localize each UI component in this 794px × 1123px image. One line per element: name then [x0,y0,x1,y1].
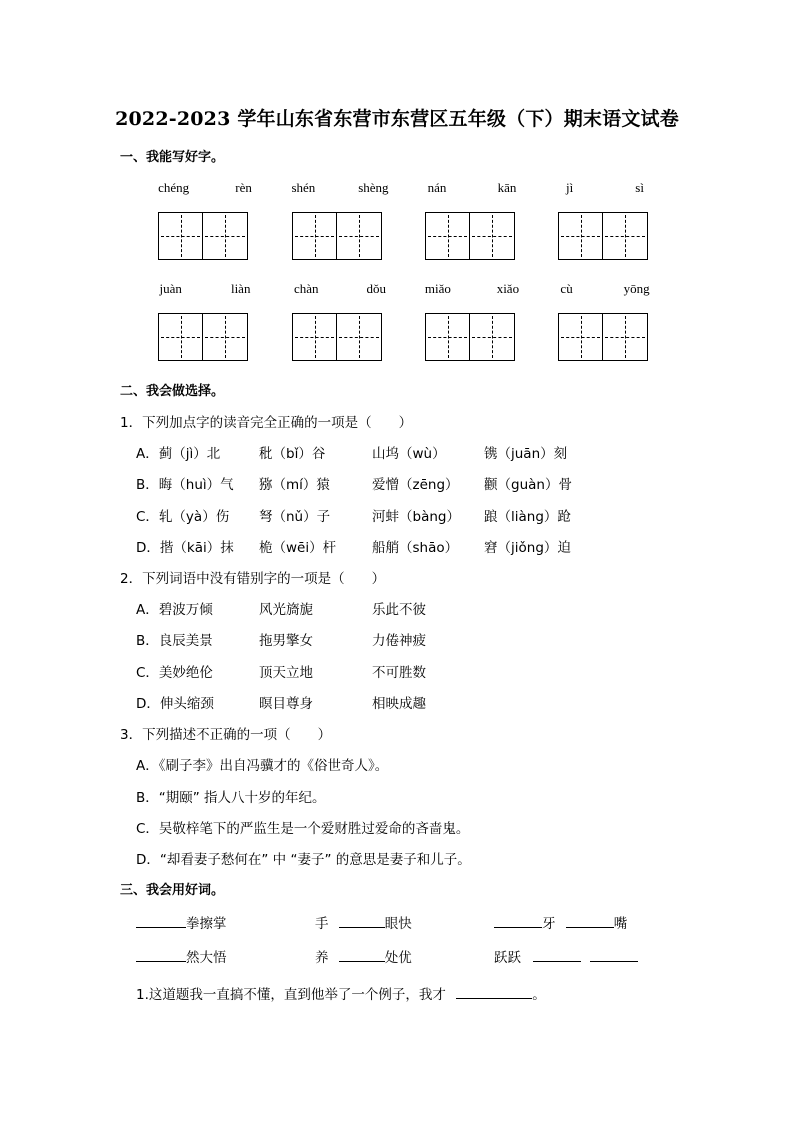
grid-cell[interactable] [158,313,203,361]
grid-cell[interactable] [292,313,337,361]
answer-blank[interactable] [456,984,532,999]
word: 镌（juān）刻 [484,446,568,462]
pinyin: xiǎo [496,281,520,296]
writing-grid[interactable] [558,212,648,260]
q1-option-b: B．晦（huì）气 [136,477,234,493]
grid-cell[interactable] [603,212,648,260]
q2-option-c: C．美妙绝伦 [136,665,213,681]
sentence-text: 1.这道题我一直搞不懂，直到他举了一个例子，我才 [136,987,446,1003]
writing-grid[interactable] [425,313,515,361]
idiom-blank-row [136,946,227,966]
pinyin: kān [497,180,517,195]
answer-blank[interactable] [566,913,614,928]
q3-option-d[interactable]: D．“却看妻子愁何在” 中 “妻子” 的意思是妻子和儿子。 [136,852,471,868]
word: 山坞（wù） [372,446,446,462]
pinyin: juàn [159,281,182,296]
answer-blank[interactable] [533,947,581,962]
grid-cell[interactable] [203,212,248,260]
q1-option-a: A．蓟（jì）北 [136,446,221,462]
word: 河蚌（bàng） [372,509,460,525]
word: 秕（bǐ）谷 [259,446,326,462]
grid-cell[interactable] [470,212,515,260]
q2-option-a: A．碧波万倾 [136,602,213,618]
grid-cell[interactable] [603,313,648,361]
pinyin: chàn [293,281,319,296]
idiom-blank-row [494,946,638,966]
word: 颧（guàn）骨 [484,477,572,493]
idiom-text: 手 [315,916,329,932]
grid-cell[interactable] [425,313,470,361]
idiom-blank-row [315,946,412,966]
answer-blank[interactable] [136,947,186,962]
pinyin: sì [635,180,644,195]
section3-heading: 三、我会用好词。 [120,883,225,898]
grid-cell[interactable] [337,313,382,361]
writing-grid[interactable] [558,313,648,361]
grid-cell[interactable] [558,313,603,361]
q3-option-b[interactable]: B．“期颐” 指人八十岁的年纪。 [136,790,326,806]
writing-grid[interactable] [425,212,515,260]
pinyin-pair [270,281,410,297]
answer-blank[interactable] [494,913,542,928]
answer-blank[interactable] [339,913,385,928]
pinyin-pair [135,281,275,297]
grid-cell[interactable] [158,212,203,260]
question-2-stem: 2．下列词语中没有错别字的一项是（ ） [120,571,386,587]
writing-grid[interactable] [292,212,382,260]
pinyin-pair [535,180,675,196]
grid-cell[interactable] [337,212,382,260]
word: 踉（liàng）跄 [484,509,571,525]
word: 相映成趣 [372,696,426,712]
idiom-text: 处优 [384,950,412,966]
idiom-text: 跃跃 [494,950,521,966]
writing-grid[interactable] [292,313,382,361]
q3-option-c[interactable]: C．吴敬梓笔下的严监生是一个爱财胜过爱命的吝啬鬼。 [136,821,470,837]
word: 弩（nǔ）子 [259,509,331,525]
grid-cell[interactable] [470,313,515,361]
pinyin-pair [535,281,675,297]
word: 乐此不彼 [372,602,426,618]
pinyin-pair [135,180,275,196]
pinyin-pair [402,281,542,297]
word: 力倦神疲 [372,633,426,649]
answer-blank[interactable] [136,913,186,928]
pinyin: dǒu [366,281,386,296]
grid-cell[interactable] [425,212,470,260]
pinyin: chéng [158,180,190,195]
word: 爱憎（zēng） [372,477,459,493]
word: 暝目尊身 [259,696,313,712]
pinyin: jì [566,180,574,195]
q1-option-c: C．轧（yà）伤 [136,509,230,525]
answer-blank[interactable] [339,947,385,962]
q2-option-b: B．良辰美景 [136,633,213,649]
answer-blank[interactable] [590,947,638,962]
question-1-stem: 1．下列加点字的读音完全正确的一项是（ ） [120,415,413,431]
word: 拖男擎女 [259,633,313,649]
word: 风光旖旎 [259,602,313,618]
writing-grid[interactable] [158,313,248,361]
idiom-blank-row [315,912,412,932]
idiom-text: 然大悟 [186,950,227,966]
q2-option-d: D．伸头缩颈 [136,696,214,712]
pinyin: shén [291,180,316,195]
idiom-text: 眼快 [384,916,412,932]
q3-option-a[interactable]: A．《刷子李》出自冯骥才的《俗世奇人》。 [136,758,389,774]
word: 船艄（shāo） [372,540,459,556]
word: 猕（mí）猿 [259,477,330,493]
writing-grid[interactable] [158,212,248,260]
sentence-end: 。 [532,987,546,1003]
idiom-text: 拳擦掌 [186,916,227,932]
q1-option-d: D．揩（kāi）抹 [136,540,234,556]
word: 不可胜数 [372,665,426,681]
pinyin: yōng [623,281,650,296]
section2-heading: 二、我会做选择。 [120,384,225,399]
pinyin: liàn [230,281,251,296]
idiom-blank-row [136,912,227,932]
sentence-row [136,983,546,1003]
pinyin: cù [560,281,573,296]
pinyin: shèng [358,180,389,195]
idiom-text: 嘴 [613,916,628,932]
page-title: 2022-2023 学年山东省东营市东营区五年级（下）期末语文试卷 [115,108,679,130]
pinyin: miǎo [424,281,451,296]
idiom-text: 牙 [542,916,556,932]
word: 顶天立地 [259,665,313,681]
question-3-stem: 3．下列描述不正确的一项（ ） [120,727,332,743]
idiom-text: 养 [315,950,329,966]
idiom-blank-row [494,912,627,932]
grid-cell[interactable] [558,212,603,260]
word: 窘（jiǒng）迫 [484,540,571,556]
pinyin: nán [427,180,447,195]
pinyin-pair [270,180,410,196]
pinyin: rèn [235,180,252,195]
grid-cell[interactable] [292,212,337,260]
pinyin-pair [402,180,542,196]
word: 桅（wēi）杆 [259,540,337,556]
section1-heading: 一、我能写好字。 [120,150,225,165]
grid-cell[interactable] [203,313,248,361]
